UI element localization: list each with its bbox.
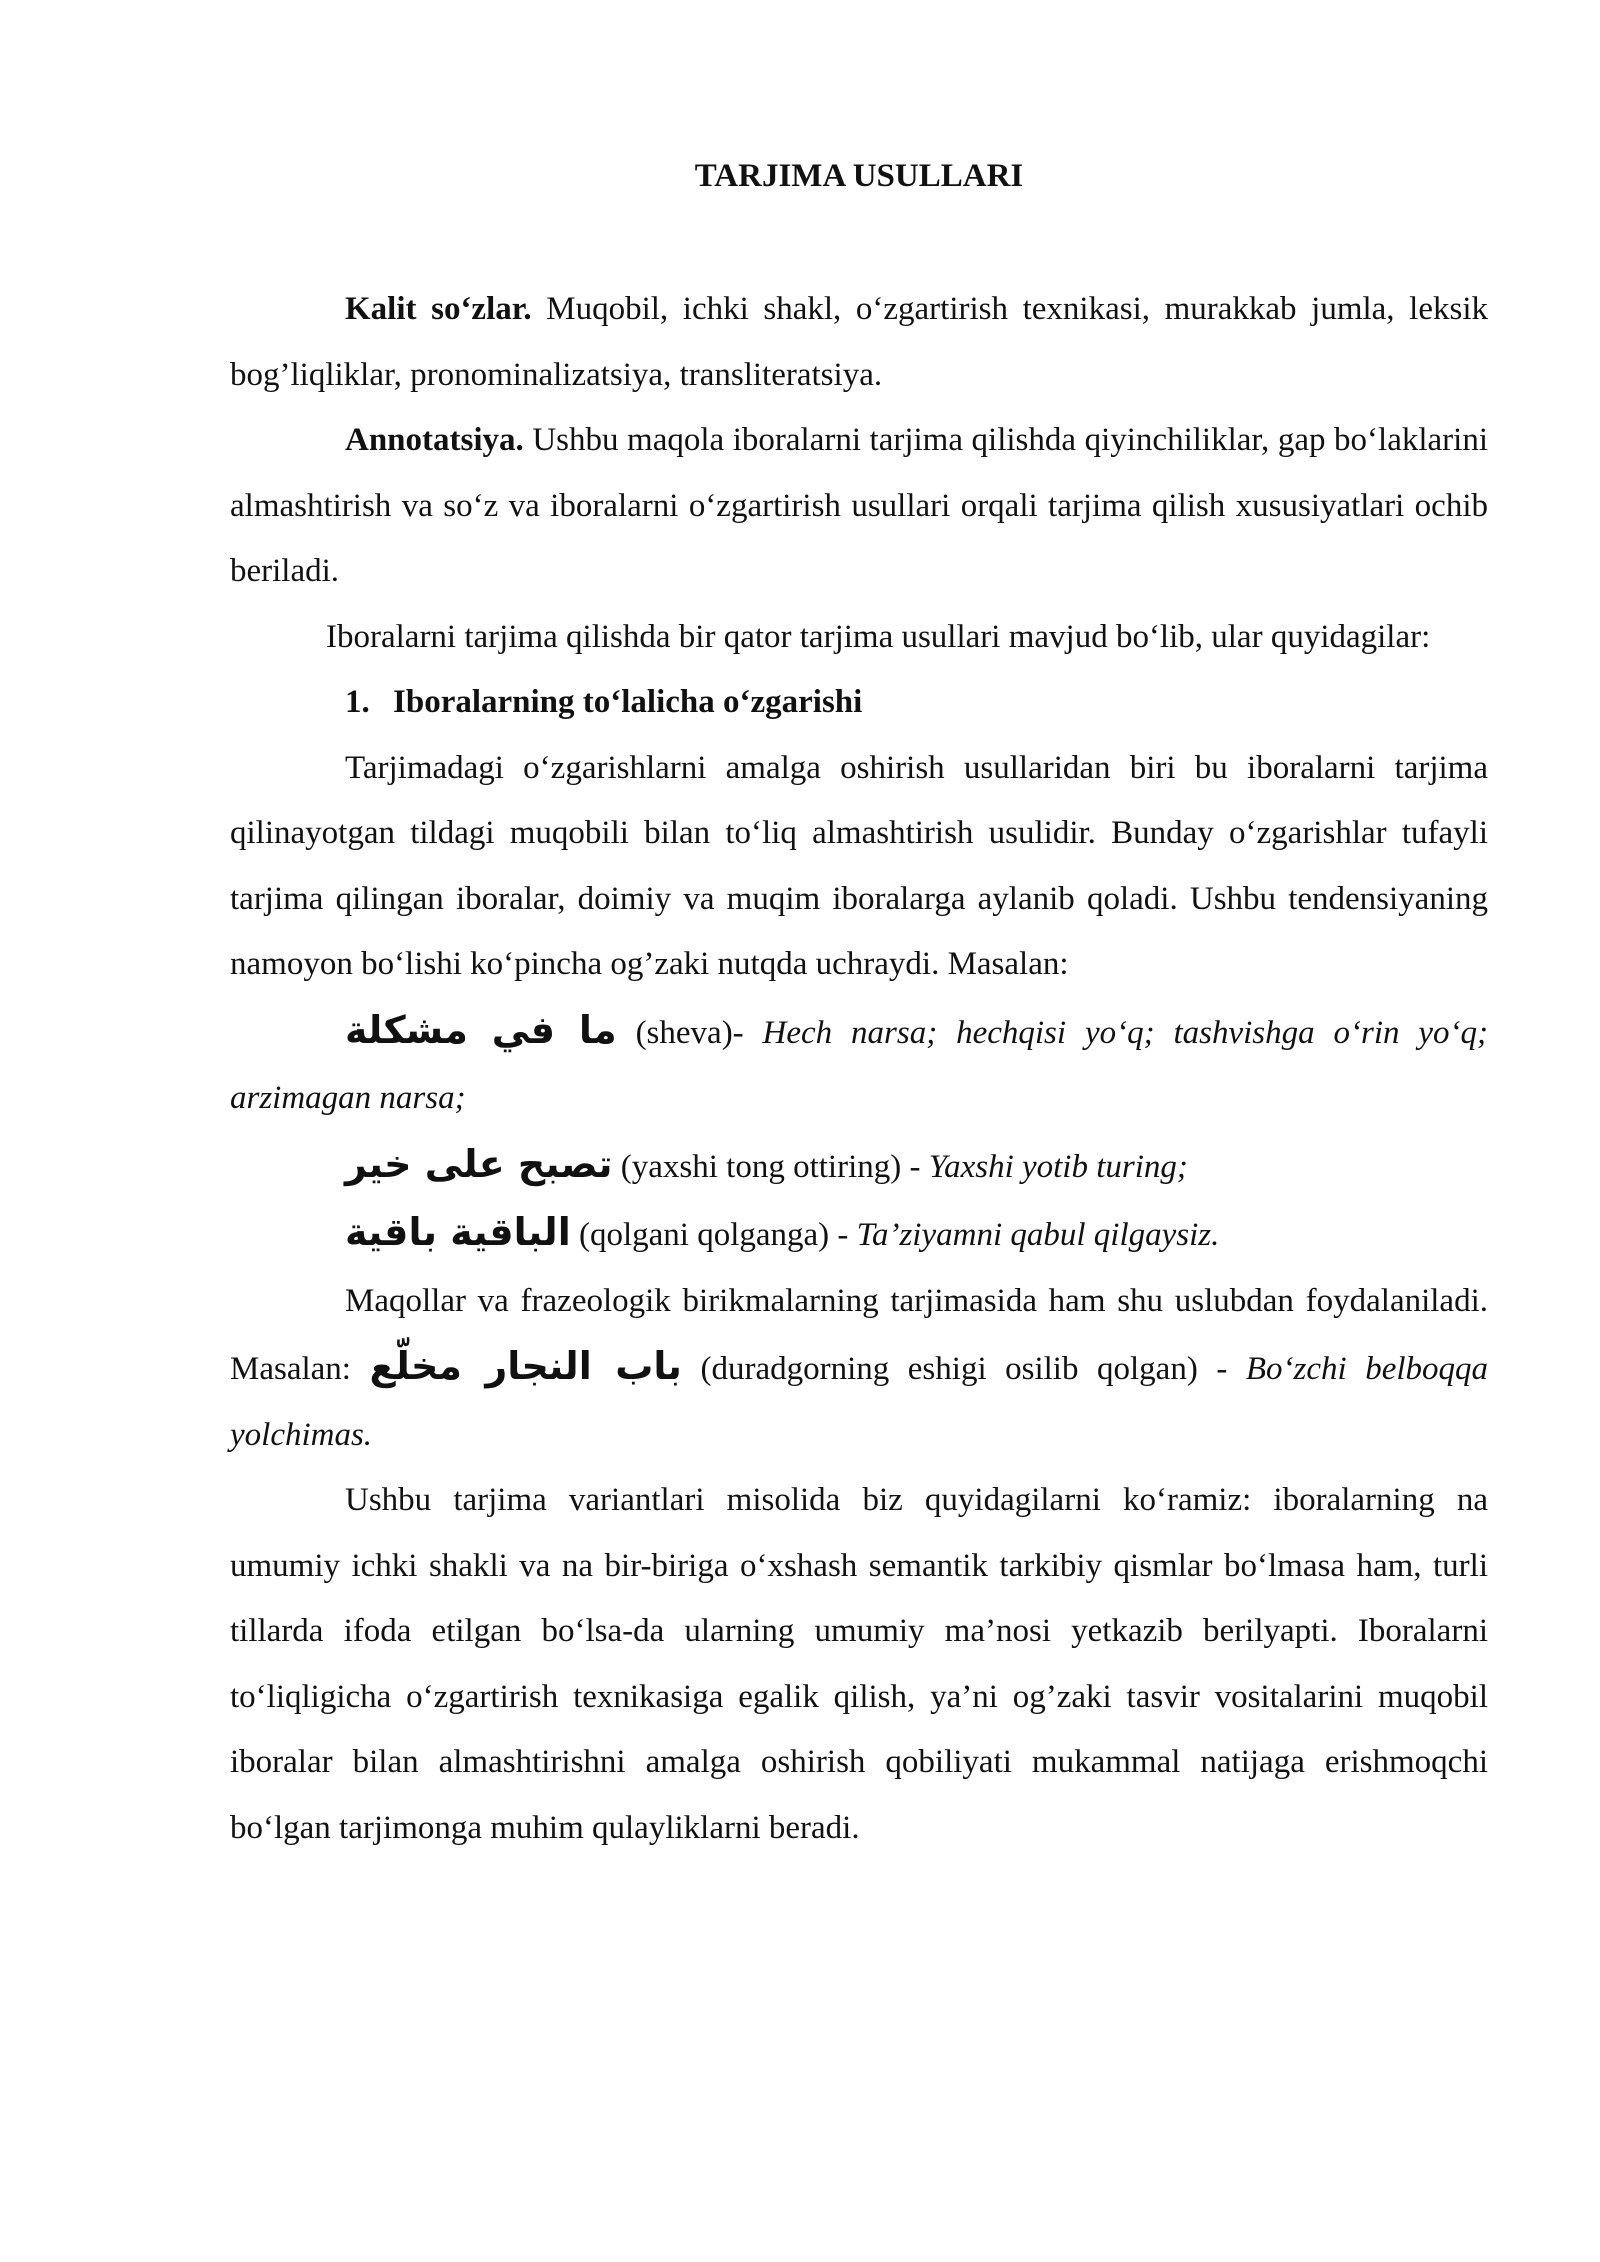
example-translation: Hech narsa; hechqisi yo‘q; tashvishga o‘rin yo‘q; arzimagan narsa; (230, 1014, 1488, 1116)
intro-paragraph: Iboralarni tarjima qilishda bir qator tarjima usullari mavjud bo‘lib, ular quyidagilar: (326, 618, 1431, 655)
arabic-proverb: باب النجار مخلّع (369, 1344, 682, 1388)
arabic-phrase: الباقية باقية (345, 1210, 571, 1254)
annotation-paragraph (230, 408, 1488, 605)
section-title: Iboralarning to‘lalicha o‘zgarishi (393, 684, 863, 720)
example-translation: Yaxshi yotib turing; (928, 1148, 1188, 1185)
keywords-label: Kalit so‘zlar. (345, 291, 532, 327)
example-gloss: (sheva)- (616, 1014, 763, 1051)
example-3 (230, 1200, 1488, 1269)
section-number: 1. (345, 684, 370, 720)
example-1 (230, 998, 1488, 1132)
page-title: TARJIMA USULLARI (694, 158, 1024, 194)
example-gloss: (qolgani qolganga) - (570, 1217, 857, 1253)
keywords-paragraph (230, 277, 1488, 408)
example-translation: Ta’ziyamni qabul qilgaysiz. (856, 1217, 1220, 1253)
paragraph-text: Maqollar va frazeologik birikmalarning tarjimasida ham shu uslubdan foydalaniladi. Masalan: (230, 1282, 1488, 1387)
body-paragraph-3: Ushbu tarjima variantlari misolida biz quyidagilarni ko‘ramiz: iboralarning na umumiy ichki shakli va na bir-biriga o‘xshash semantik tarkibiy qismlar bo‘lmasa ham, turli tillarda ifoda etilgan bo‘lsa-da ularning umumiy ma’nosi yetkazib berilyapti. Iboralarni to‘liqligicha o‘zgartirish texnikasiga egalik qilish, ya’ni og’zaki tasvir vositalarini muqobil iboralar bilan almashtirishni amalga oshirish qobiliyati mukammal natijaga erishmoqchi bo‘lgan tarjimonga muhim qulayliklarni beradi. (230, 1482, 1488, 1846)
example-gloss: (yaxshi tong ottiring) - (612, 1148, 929, 1185)
proverb-translation: Bo‘zchi belboqqa yolchimas. (230, 1351, 1489, 1453)
body-paragraph-2 (230, 1269, 1488, 1469)
annotation-label: Annotatsiya. (345, 422, 524, 458)
example-2 (230, 1132, 1488, 1201)
proverb-gloss: (duradgorning eshigi osilib qolgan) - (681, 1351, 1246, 1387)
annotation-text: Ushbu maqola iboralarni tarjima qilishda qiyinchiliklar, gap bo‘laklarini almashtirish va so‘z va iboralarni o‘zgartirish usullari orqali tarjima qilish xususiyatlari ochib beriladi. (230, 422, 1488, 589)
arabic-phrase: تصبح على خير (345, 1141, 613, 1186)
arabic-phrase: ما في مشكلة (345, 1007, 617, 1052)
section-heading (230, 670, 1488, 736)
body-paragraph-1: Tarjimadagi o‘zgarishlarni amalga oshirish usullaridan biri bu iboralarni tarjima qilinayotgan tildagi muqobili bilan to‘liq almashtirish usulidir. Bunday o‘zgarishlar tufayli tarjima qilingan iboralar, doimiy va muqim iboralarga aylanib qoladi. Ushbu tendensiyaning namoyon bo‘lishi ko‘pincha og’zaki nutqda uchraydi. Masalan: (230, 749, 1488, 982)
keywords-text: Muqobil, ichki shakl, o‘zgartirish texnikasi, murakkab jumla, leksik bog’liqliklar, pronominalizatsiya, transliteratsiya. (230, 291, 1488, 393)
